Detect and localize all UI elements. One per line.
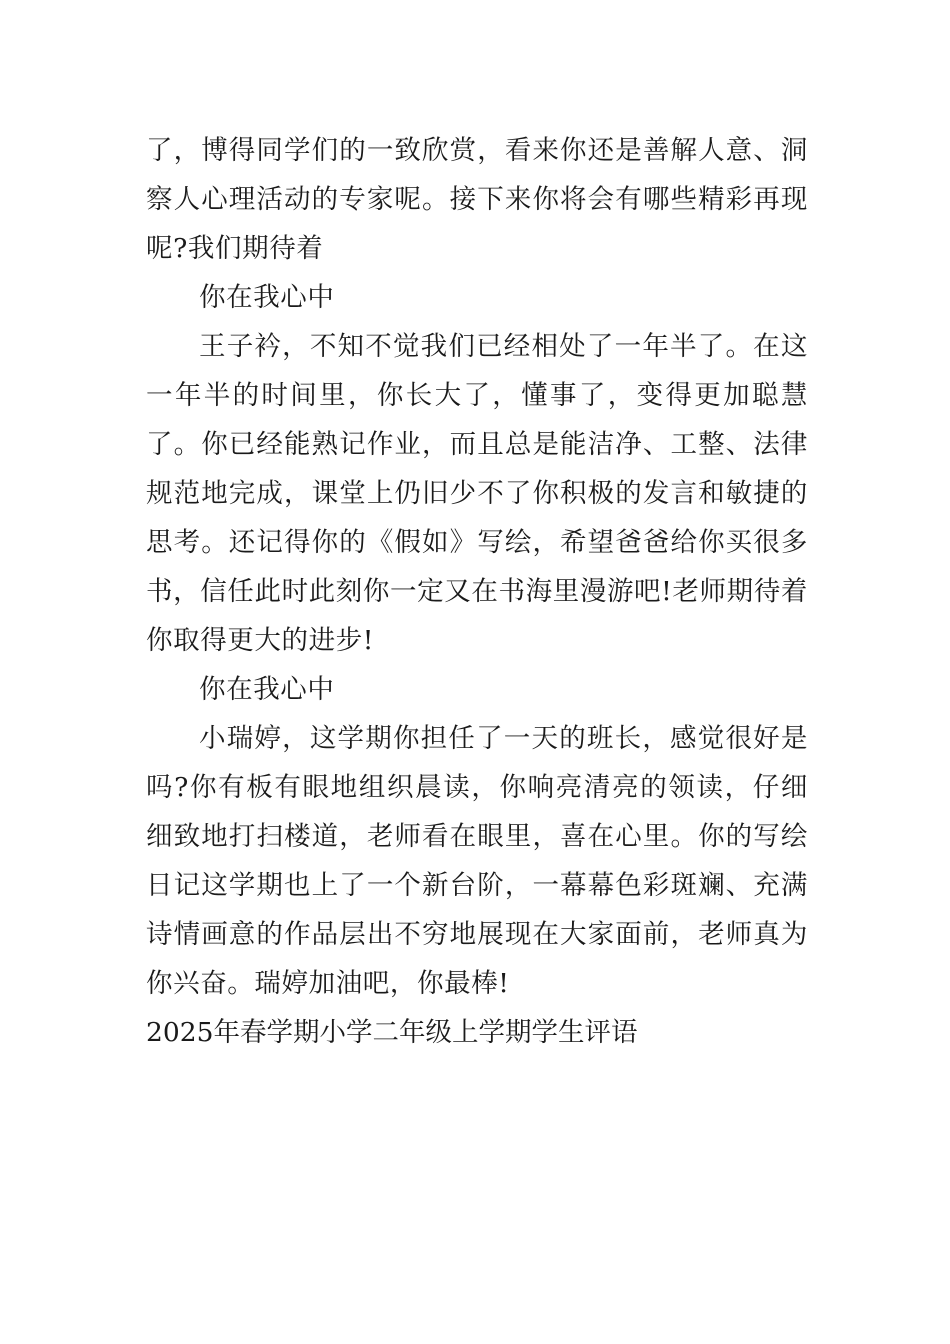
section-heading: 你在我心中 (199, 674, 335, 705)
document-body (146, 126, 808, 1057)
paragraph-comment-wangzijin: 王子衿，不知不觉我们已经相处了一年半了。在这一年半的时间里，你长大了，懂事了，变得更加聪慧了。你已经能熟记作业，而且总是能洁净、工整、法律规范地完成，课堂上仍旧少不了你积极的发言和敏捷的思考。还记得你的《假如》写绘，希望爸爸给你买很多书，信任此时此刻你一定又在书海里漫游吧!老师期待着你取得更大的进步! (146, 331, 808, 656)
paragraph-comment-ruiting: 小瑞婷，这学期你担任了一天的班长，感觉很好是吗?你有板有眼地组织晨读，你响亮清亮的领读，仔细细致地打扫楼道，老师看在眼里，喜在心里。你的写绘日记这学期也上了一个新台阶，一幕幕色彩斑斓、充满诗情画意的作品层出不穷地展现在大家面前，老师真为你兴奋。瑞婷加油吧，你最棒! (146, 723, 808, 999)
section-heading: 你在我心中 (199, 282, 335, 313)
document-footer-title: 2025年春学期小学二年级上学期学生评语 (146, 1017, 638, 1048)
paragraph-continuation: 了，博得同学们的一致欣赏，看来你还是善解人意、洞察人心理活动的专家呢。接下来你将会有哪些精彩再现呢?我们期待着 (146, 135, 808, 264)
